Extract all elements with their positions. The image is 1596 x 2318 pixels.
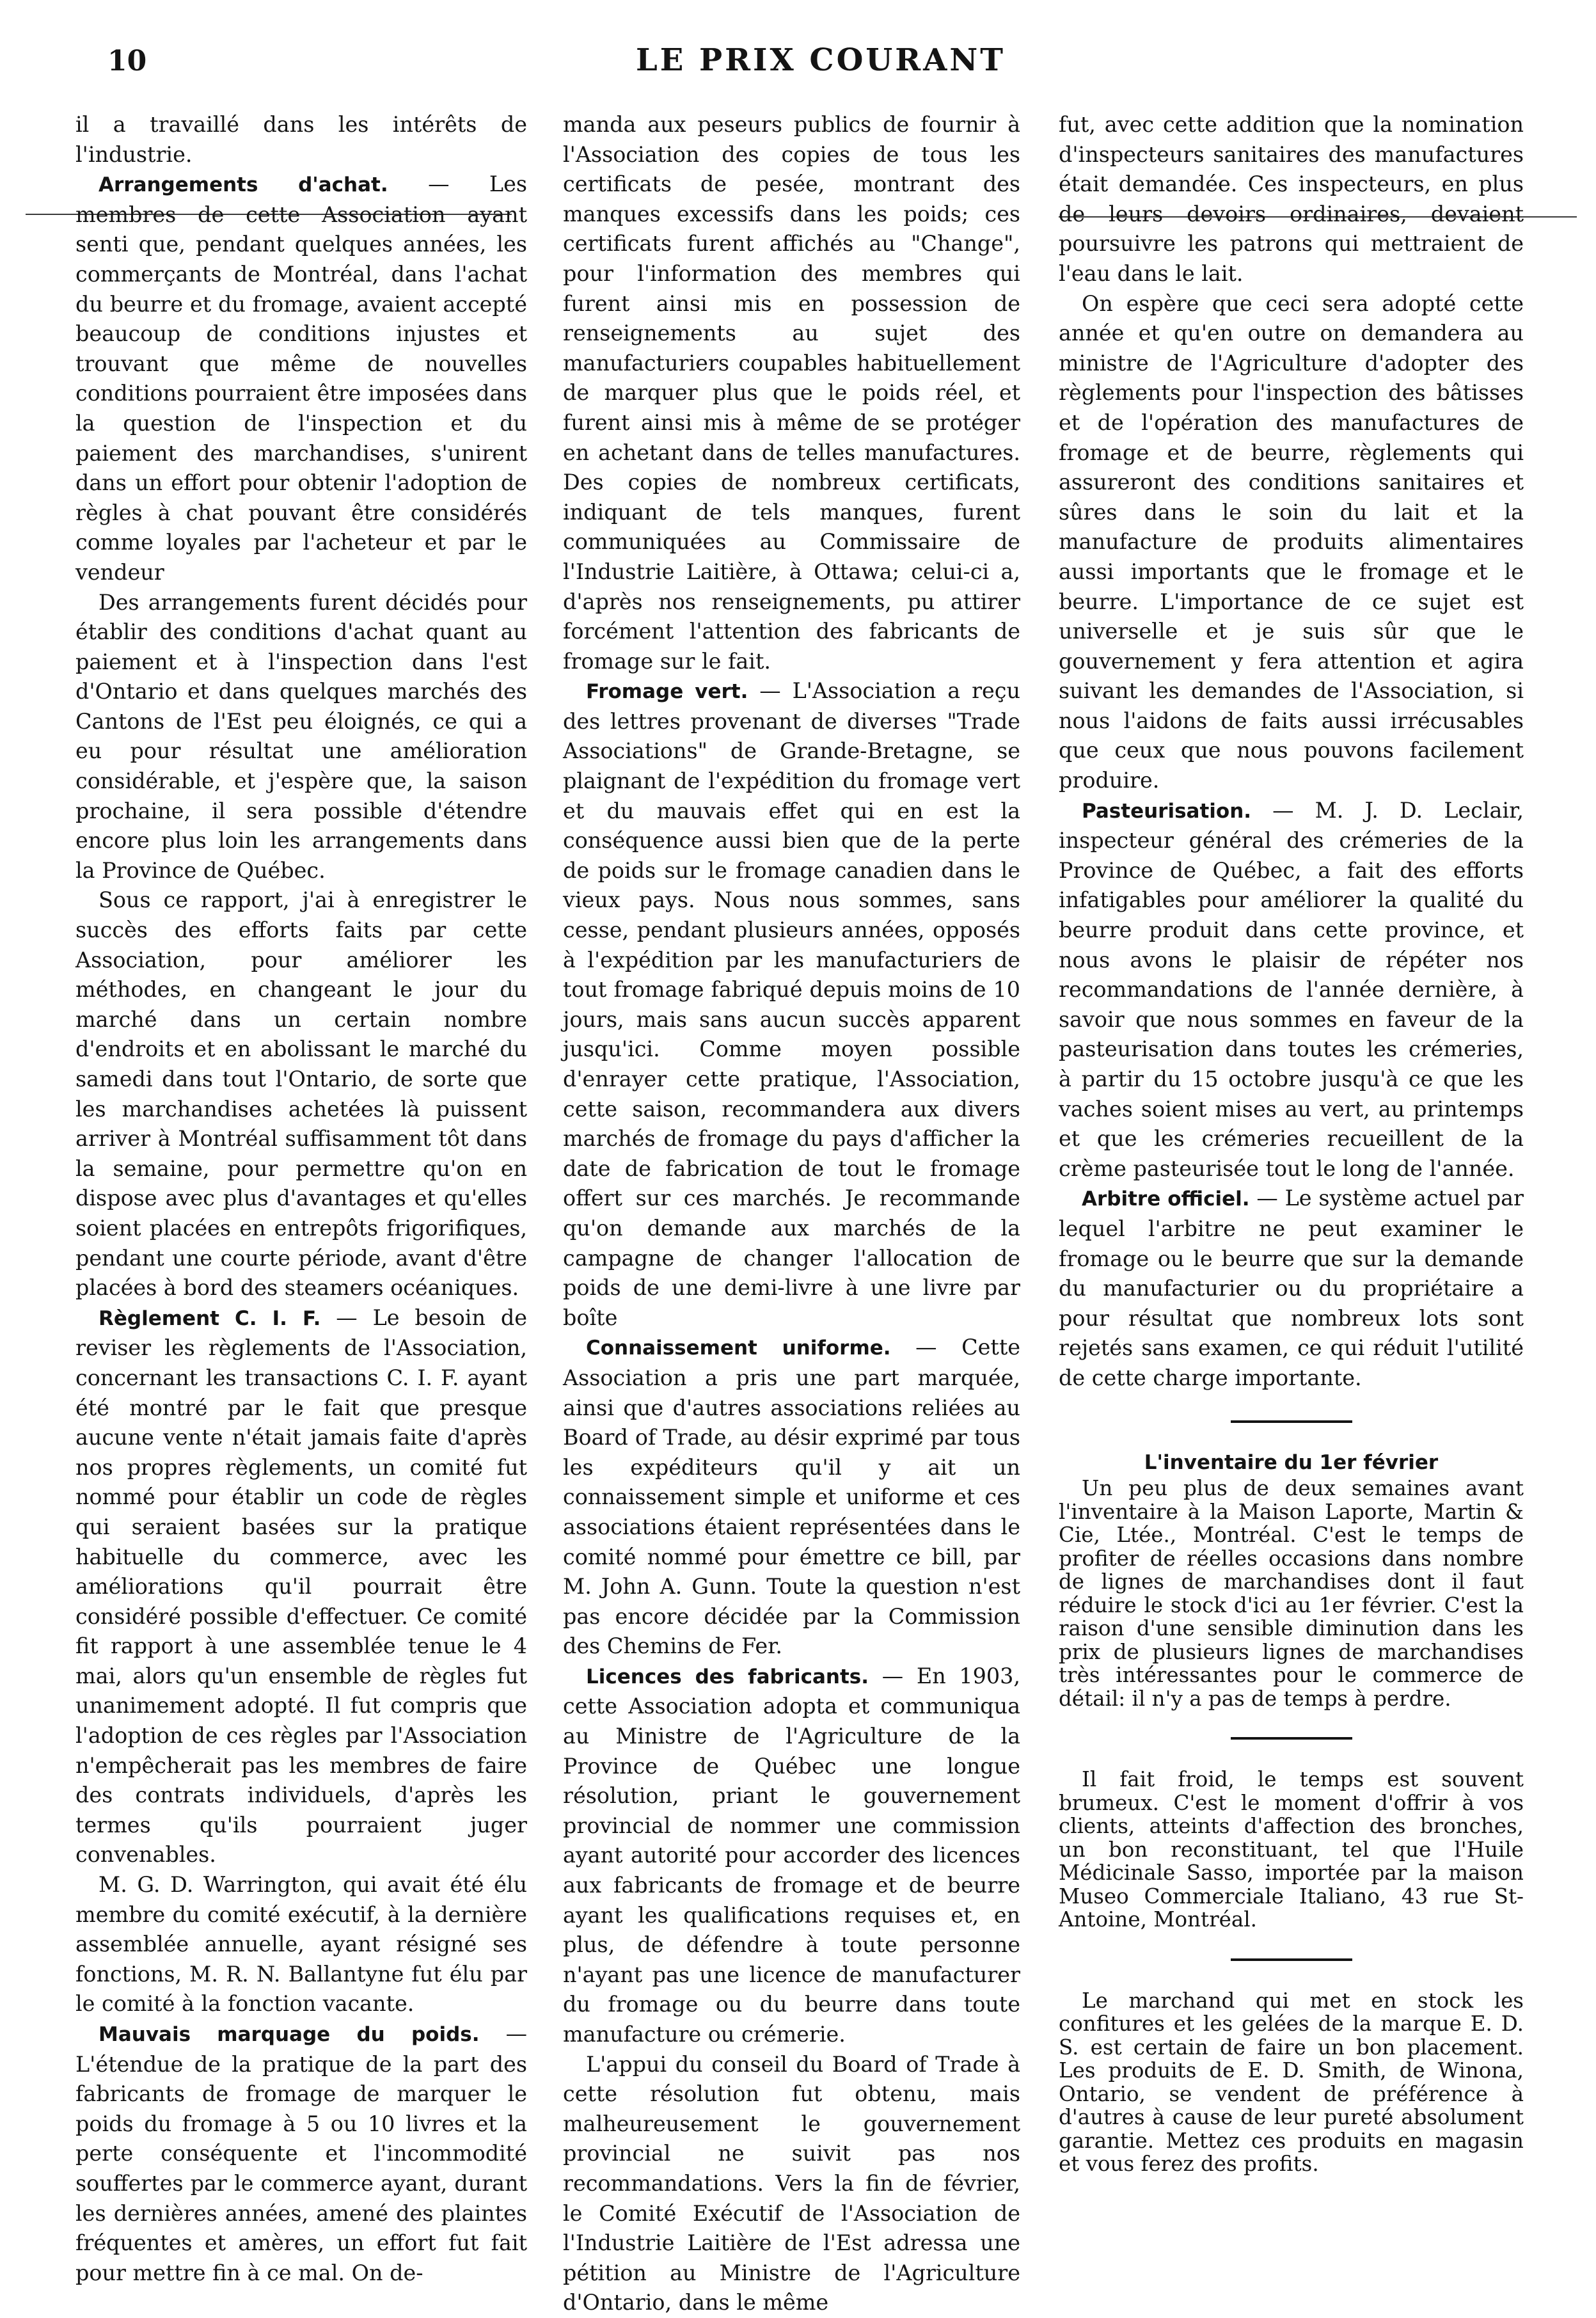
paragraph: fut, avec cette addition que la nomination d'inspecteurs sanitaires des manufactures était demandée. Ces inspecteurs, en plus de leurs devoirs ordinaires, devaient poursuivre les patrons qui mettraient de l'eau dans le lait. bbox=[1059, 112, 1524, 286]
paragraph: manda aux peseurs publics de fournir à l'Association des copies de tous les certificats de pesée, montrant des manques excessifs dans les poids; ces certificats furent affichés au "Change", pour l'information des membres qui furent ainsi mis en possession de renseignements au sujet des manufacturiers coupables habituellement de marquer plus que le poids réel, et furent ainsi mis à même de se protéger en achetant dans de telles manufactures. Des copies de nombreux certificats, indiquant de tels manques, furent communiquées au Commissaire de l'Industrie Laitière, à Ottawa; celui-ci a, d'après nos renseignements, pu attirer forcément l'attention des fabricants de fromage sur le fait. bbox=[563, 112, 1020, 674]
paragraph: il a travaillé dans les intérêts de l'industrie. bbox=[75, 112, 527, 167]
section-mauvais-marquage bbox=[75, 2019, 527, 2288]
notice-text: Il fait froid, le temps est souvent brumeux. C'est le moment d'offrir à vos clients, atteints d'affection des bronches, un bon reconstituant, tel que l'Huile Médicinale Sasso, importée par la maison Museo Commerciale Italiano, 43 rue St-Antoine, Montréal. bbox=[1059, 1767, 1524, 1932]
section-heading: Règlement C. I. F. bbox=[99, 1306, 321, 1330]
notice-eds bbox=[1059, 1989, 1524, 2176]
page-header bbox=[107, 40, 1534, 84]
section-fromage-vert bbox=[563, 676, 1020, 1333]
section-text: — M. J. D. Leclair, inspecteur général des crémeries de la Province de Québec, a fait des efforts infatigables pour améliorer la qualité du beurre produit dans cette province, et nous avons le plaisir de répéter nos recommandations de l'année dernière, à savoir que nous sommes en faveur de la pasteurisation dans toutes les crémeries, à partir du 15 octobre jusqu'à ce que les vaches soient mises au vert, au printemps et que les crémeries recueillent de la crème pasteurisée tout le long de l'année. bbox=[1059, 797, 1524, 1181]
paragraph: Sous ce rapport, j'ai à enregistrer le succès des efforts faits par cette Association, pour améliorer les méthodes, en changeant le jour du marché dans un certain nombre d'endroits et en abolissant le marché du samedi dans tout l'Ontario, de sorte que les marchandises achetées là puissent arriver à Montréal suffisamment tôt dans la semaine, pour permettre qu'on en dispose avec plus d'avantages et qu'elles soient placées en entrepôts frigorifiques, pendant une courte période, avant d'être placées à bord des steamers océaniques. bbox=[75, 887, 527, 1301]
section-reglement bbox=[75, 1303, 527, 1870]
section-heading: Connaissement uniforme. bbox=[586, 1337, 891, 1360]
section-text: — Les membres de cette Association ayant senti que, pendant quelques années, les commerçants de Montréal, dans l'achat du beurre et du fromage, avaient accepté beaucoup de conditions injustes et trouvant que même de nouvelles conditions pourraient être imposées dans la question de l'inspection et du paiement des marchandises, s'unirent dans un effort pour obtenir l'adoption de règles à chat pouvant être considérés comme loyales par l'acheteur et par le vendeur bbox=[75, 171, 527, 585]
notice-huile-sasso bbox=[1059, 1768, 1524, 1932]
section-connaissement bbox=[563, 1333, 1020, 1662]
column-left bbox=[75, 110, 527, 2285]
notice-text: Un peu plus de deux semaines avant l'inventaire à la Maison Laporte, Martin & Cie, Ltée., Montréal. C'est le temps de profiter de réelles occasions dans nombre de lignes de marchandises dont il faut réduire le stock d'ici au 1er février. C'est la raison d'une sensible diminution dans les prix de plusieurs lignes de marchandises très intéressantes pour le commerce de détail: il n'y a pas de temps à perdre. bbox=[1059, 1476, 1524, 1711]
section-heading: Fromage vert. bbox=[586, 680, 748, 704]
section-licences bbox=[563, 1662, 1020, 2050]
section-arrangements bbox=[75, 170, 527, 587]
section-text: — Cette Association a pris une part marquée, ainsi que d'autres associations reliées au Board of Trade, au désir exprimé par tous les expéditeurs qu'il y ait un connaissement simple et uniforme et ces associations étaient représentées dans le comité nommé pour émettre ce bill, par M. John A. Gunn. Toute la question n'est pas encore décidée par la Commission des Chemins de Fer. bbox=[563, 1335, 1020, 1659]
section-text: — Le système actuel par lequel l'arbitre ne peut examiner le fromage ou le beurre que sur la demande du manufacturier ou du propriétaire a pour résultat que nombreux lots sont rejetés sans examen, ce qui réduit l'utilité de cette charge importante. bbox=[1059, 1186, 1524, 1390]
section-heading: Mauvais marquage du poids. bbox=[99, 2023, 480, 2046]
paragraph: L'appui du conseil du Board of Trade à cette résolution fut obtenu, mais malheureusement le gouvernement provincial ne suivit pas nos recommandations. Vers la fin de février, le Comité Exécutif de l'Association de l'Industrie Laitière de l'Est adressa une pétition au Ministre de l'Agriculture d'Ontario, dans le même bbox=[563, 2051, 1020, 2315]
separator-rule bbox=[1231, 1737, 1352, 1740]
notice-heading: L'inventaire du 1er février bbox=[1144, 1450, 1439, 1474]
paragraph: Des arrangements furent décidés pour établir des conditions d'achat quant au paiement et à l'inspection dans l'est d'Ontario et dans quelques marchés des Cantons de l'Est peu éloignés, ce qui a eu pour résultat une amélioration considérable, et j'espère que, la saison prochaine, il sera possible d'étendre encore plus loin les arrangements dans la Province de Québec. bbox=[75, 589, 527, 883]
notice-inventaire bbox=[1059, 1451, 1524, 1711]
section-heading: Licences des fabricants. bbox=[586, 1665, 869, 1688]
section-text: — Le besoin de reviser les règlements de l'Association, concernant les transactions C. I. F. ayant été montré par le fait que presque aucune vente n'était jamais faite d'après nos propres règlements, un comité fut nommé pour établir un code de règles qui seraient basées sur la pratique habituelle du commerce, avec les améliorations qu'il pourrait être considéré possible d'effectuer. Ce comité fit rapport à une assemblée tenue le 4 mai, alors qu'un ensemble de règles fut unanimement adopté. Il fut compris que l'adoption de ces règles par l'Association n'empêcherait pas les membres de faire des contrats individuels, d'après les termes qu'ils pourraient juger convenables. bbox=[75, 1305, 527, 1868]
paragraph: On espère que ceci sera adopté cette année et qu'en outre on demandera au ministre de l'Agriculture d'adopter des règlements pour l'inspection des bâtisses et de l'opération des manufactures de fromage et de beurre, règlements qui assureront des conditions sanitaires et sûres dans le soin du lait et la manufacture de produits alimentaires aussi importants que le fromage et le beurre. L'importance de ce sujet est universelle et je suis sûr que le gouvernement y fera attention et agira suivant les demandes de l'Association, si nous l'aidons de faits aussi irrécusables que ceux que nous pouvons facilement produire. bbox=[1059, 290, 1524, 793]
section-heading: Arbitre officiel. bbox=[1082, 1187, 1250, 1211]
section-arbitre bbox=[1059, 1184, 1524, 1393]
paragraph: M. G. D. Warrington, qui avait été élu membre du comité exécutif, à la dernière assemblée annuelle, ayant résigné ses fonctions, M. R. N. Ballantyne fut élu par le comité à la fonction vacante. bbox=[75, 1872, 527, 2017]
section-pasteurisation bbox=[1059, 796, 1524, 1184]
section-text: — L'étendue de la pratique de la part des fabricants de fromage de marquer le poids du fromage à 5 ou 10 livres et la perte conséquente et l'incommodité souffertes par le commerce ayant, durant les dernières années, amené des plaintes fréquentes et amères, un effort fut fait pour mettre fin à ce mal. On de- bbox=[75, 2021, 527, 2285]
section-heading: Arrangements d'achat. bbox=[99, 173, 388, 197]
notice-text: Le marchand qui met en stock les confitures et les gelées de la marque E. D. S. est certain de faire un bon placement. Les produits de E. D. Smith, de Winona, Ontario, se vendent de préférence à d'autres à cause de leur pureté absolument garantie. Mettez ces produits en magasin et vous ferez des profits. bbox=[1059, 1988, 1524, 2177]
column-middle bbox=[563, 110, 1021, 2315]
section-heading: Pasteurisation. bbox=[1082, 799, 1252, 823]
section-text: — En 1903, cette Association adopta et communiqua au Ministre de l'Agriculture de la Province de Québec une longue résolution, priant le gouvernement provincial de nommer une commission ayant autorité pour accorder des licences aux fabricants de fromage et de beurre ayant les qualifications requises et, en plus, de défendre à toute personne n'ayant pas une licence de manufacturer du fromage ou du beurre dans toute manufacture ou crémerie. bbox=[563, 1663, 1020, 2047]
journal-title: LE PRIX COURANT bbox=[635, 42, 1006, 78]
separator-rule bbox=[1231, 1420, 1352, 1423]
page-number: 10 bbox=[107, 45, 147, 77]
separator-rule bbox=[1231, 1958, 1352, 1961]
column-right bbox=[1059, 110, 1524, 2273]
section-text: — L'Association a reçu des lettres provenant de diverses "Trade Associations" de Grande-Bretagne, se plaignant de l'expédition du fromage vert et du mauvais effet qui en est la conséquence aussi bien que de la perte de poids sur le fromage canadien dans le vieux pays. Nous nous sommes, sans cesse, pendant plusieurs années, opposés à l'expédition par les manufacturiers de tout fromage fabriqué depuis moins de 10 jours, mais sans aucun succès apparent jusqu'ici. Comme moyen possible d'enrayer cette pratique, l'Association, cette saison, recommandera aux divers marchés de fromage du pays d'afficher la date de fabrication de tout le fromage offert sur ces marchés. Je recommande qu'on demande aux marchés de la campagne de changer l'allocation de poids de une demi-livre à une livre par boîte bbox=[563, 678, 1021, 1330]
